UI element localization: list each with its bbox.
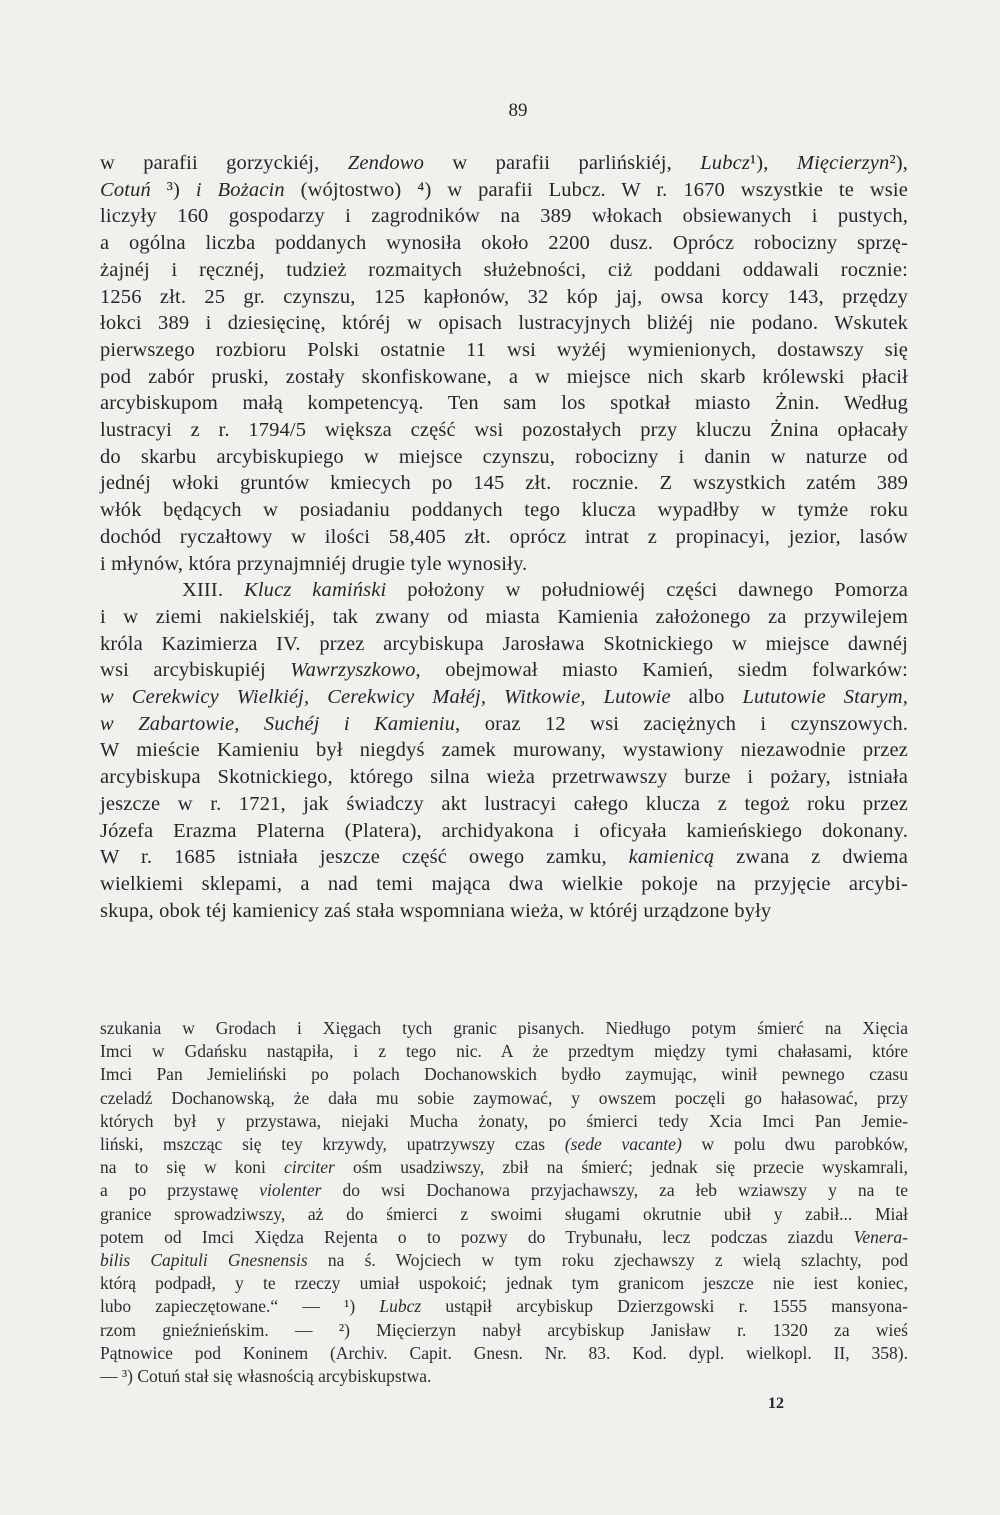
footnote-line xyxy=(100,1110,908,1133)
text-run: granice sprowadziwszy, aż do śmierci z swoimi sługami okrutnie ubił y zabił... Miał xyxy=(100,1203,908,1224)
italic-text: Wawrzyszkowo xyxy=(290,659,416,682)
text-run: wielkiemi sklepami, a nad temi mająca dwa wielkie pokoje na przyjęcie arcybi- xyxy=(100,872,908,895)
text-run: XIII. xyxy=(182,579,245,602)
text-run: jednéj włoki gruntów kmiecych po 145 złt. rocznie. Z wszystkich zatém 389 xyxy=(100,472,908,495)
text-run: lustracyi z r. 1794/5 większa część wsi pozostałych przy kluczu Żnina opłacały xyxy=(100,419,908,442)
text-run: ¹), xyxy=(749,152,797,174)
text-run: położony w południowéj części dawnego Pomorza xyxy=(386,579,909,602)
text-run: na ś. Wojciech w tym roku zjechawszy z wielą szlachty, pod xyxy=(307,1250,909,1271)
text-run: króla Kazimierza IV. przez arcybiskupa Jarosława Skotnickiego w miejsce dawnéj xyxy=(100,632,908,655)
text-run: na to się w koni xyxy=(100,1157,284,1178)
italic-text: w Cerekwicy Wielkiéj, Cerekwicy Małéj, Witkowie, Lutowie xyxy=(100,686,671,709)
footnote-line xyxy=(100,1087,908,1110)
text-run: — ³) Cotuń stał się własnością arcybiskupstwa. xyxy=(100,1366,432,1387)
text-run: W r. 1685 istniała jeszcze część owego zamku, xyxy=(100,846,629,869)
text-line xyxy=(100,230,908,257)
text-line xyxy=(100,577,908,604)
text-run: szukania w Grodach i Xięgach tych granic pisanych. Niedługo potym śmierć na Xięcia xyxy=(100,1018,908,1038)
text-run: którą podpadł, y te rzeczy umiał uspokoić; jednak tym granicom jeszcze nie iest koniec, xyxy=(100,1273,908,1294)
italic-text: i Bożacin xyxy=(195,178,285,201)
text-run: czeladź Dochanowską, że dała mu sobie zaymować, y owszem poczęli go hałasować, przy xyxy=(100,1087,908,1108)
text-run: włók będących w posiadaniu poddanych tego klucza wypadłby w tymże roku xyxy=(100,499,908,522)
text-run: , oraz 12 wsi zaciężnych i czynszowych. xyxy=(455,712,908,735)
text-run: skupa, obok téj kamienicy zaś stała wspomniana wieża, w któréj urządzone były xyxy=(100,899,772,922)
text-line xyxy=(100,364,908,391)
text-run: w parafii gorzyckiéj, xyxy=(100,152,348,174)
text-run: , obejmował miasto Kamień, siedm folwarków: xyxy=(415,659,908,682)
text-run: potem od Imci Xiędza Rejenta o to pozwy do Trybunału, lecz podczas ziazdu xyxy=(100,1226,854,1247)
text-run: 1256 złt. 25 gr. czynszu, 125 kapłonów, 32 kóp jaj, owsa korcy 143, przędzy xyxy=(100,285,908,308)
text-run: wsi arcybiskupiéj xyxy=(100,659,291,682)
italic-text: bilis Capituli Gnesnensis xyxy=(100,1250,308,1271)
text-run: ³) xyxy=(150,178,196,201)
page-number: 89 xyxy=(508,100,528,121)
italic-text: circiter xyxy=(283,1157,335,1178)
text-run: liński, mszcząc się tey krzywdy, upatrzywszy czas xyxy=(100,1134,565,1155)
text-line xyxy=(100,711,908,738)
text-line xyxy=(100,470,908,497)
text-line xyxy=(100,818,908,845)
text-run: arcybiskupom małą kompetencyą. Ten sam los spotkał miasto Żnin. Według xyxy=(100,392,908,415)
text-line xyxy=(100,844,908,871)
text-run: dochód ryczałtowy w ilości 58,405 złt. oprócz intrat z propinacyi, jezior, lasów xyxy=(100,525,908,548)
text-line xyxy=(100,737,908,764)
text-run: jeszcze w r. 1721, jak świadczy akt lustracyi całego klucza z tegoż roku przez xyxy=(100,792,908,815)
text-run: i młynów, która przynajmniéj drugie tyle wynosiły. xyxy=(100,552,528,575)
footnote-line xyxy=(100,1365,908,1388)
text-line xyxy=(100,150,908,177)
footnote-line xyxy=(100,1156,908,1179)
text-run: lubo zapieczętowane.“ — ¹) xyxy=(100,1296,380,1317)
text-run: w parafii parlińskiéj, xyxy=(424,152,701,174)
text-run: (wójtostwo) ⁴) w parafii Lubcz. W r. 1670 wszystkie te wsie xyxy=(284,178,909,201)
footnote-line xyxy=(100,1342,908,1365)
text-run: Imci Pan Jemieliński po polach Dochanowskich bydło zaymując, winił pewnego czasu xyxy=(100,1064,908,1085)
text-run: albo xyxy=(670,686,743,709)
text-run: pod zabór pruski, zostały skonfiskowane, a w miejsce nich skarb królewski płacił xyxy=(100,365,908,388)
text-run: do wsi Dochanowa przyjachawszy, za łeb wziawszy y na te xyxy=(321,1180,908,1201)
text-line xyxy=(100,631,908,658)
text-line xyxy=(100,497,908,524)
text-run: a ogólna liczba poddanych wynosiła około 2200 dusz. Oprócz robocizny sprzę- xyxy=(100,232,908,255)
text-run: ²), xyxy=(889,152,908,174)
footnotes xyxy=(100,1017,908,1388)
text-line xyxy=(100,177,908,204)
text-run: pierwszego rozbioru Polski ostatnie 11 wsi wyżéj wymienionych, dostawszy się xyxy=(100,338,908,361)
text-run: do skarbu arcybiskupiego w miejsce czynszu, robocizny i danin w naturze od xyxy=(100,445,908,468)
italic-text: Cotuń xyxy=(100,178,151,201)
footnote-line xyxy=(100,1179,908,1202)
text-line xyxy=(100,524,908,551)
italic-text: kamienicą xyxy=(628,846,715,869)
text-line xyxy=(100,203,908,230)
text-run: Imci w Gdańsku nastąpiła, i z tego nic. A że przedtym między tymi chałasami, które xyxy=(100,1041,908,1062)
text-run: ośm usadziwszy, zbił na śmierć; jednak się przecie wyskamrali, xyxy=(334,1157,908,1178)
text-line xyxy=(100,284,908,311)
text-run: Pątnowice pod Koninem (Archiv. Capit. Gnesn. Nr. 83. Kod. dypl. wielkopl. II, 358). xyxy=(100,1342,908,1363)
text-run: w polu dwu parobków, xyxy=(681,1134,909,1155)
text-line xyxy=(100,310,908,337)
text-run: zwana z dwiema xyxy=(714,846,909,869)
footnote-line xyxy=(100,1203,908,1226)
italic-text: Lubcz xyxy=(379,1296,422,1317)
italic-text: Klucz kamiński xyxy=(244,579,387,602)
text-run: których był y przystawa, niejaki Mucha żonaty, po śmierci tedy Xcia Imci Pan Jemie- xyxy=(100,1110,908,1131)
text-line xyxy=(100,791,908,818)
footnote-line xyxy=(100,1017,908,1040)
text-run: Józefa Erazma Platerna (Platera), archidyakona i oficyała kamieńskiego dokonany. xyxy=(100,819,908,842)
text-line xyxy=(100,337,908,364)
text-run: rzom gnieźnieńskim. — ²) Mięcierzyn nabył arcybiskup Janisław r. 1320 za wieś xyxy=(100,1319,908,1340)
text-run: liczyły 160 gospodarzy i zagrodników na 389 włokach obsiewanych i pustych, xyxy=(100,205,908,228)
footnote-line xyxy=(100,1249,908,1272)
footnote-line xyxy=(100,1272,908,1295)
footnote-line xyxy=(100,1040,908,1063)
sheet-number: 12 xyxy=(768,1395,784,1412)
footnote-line xyxy=(100,1226,908,1249)
text-line xyxy=(100,657,908,684)
main-text xyxy=(100,150,908,924)
text-run: arcybiskupa Skotnickiego, którego silna wieża przetrwawszy burze i pożary, istniała xyxy=(100,766,908,789)
italic-text: Mięcierzyn xyxy=(796,152,890,174)
footnote-line xyxy=(100,1295,908,1318)
italic-text: Lututowie Starym, xyxy=(742,686,909,709)
italic-text: Lubcz xyxy=(700,152,750,174)
footnote-line xyxy=(100,1063,908,1086)
text-line xyxy=(100,390,908,417)
italic-text: w Zabartowie, Suchéj i Kamieniu xyxy=(100,712,456,735)
text-line xyxy=(100,898,908,925)
text-line xyxy=(100,871,908,898)
text-line xyxy=(100,417,908,444)
text-run: W mieście Kamieniu był niegdyś zamek murowany, wystawiony niezawodnie przez xyxy=(100,739,908,762)
footnote-line xyxy=(100,1319,908,1342)
text-line xyxy=(100,257,908,284)
text-line xyxy=(100,444,908,471)
text-run: łokci 389 i dziesięcinę, któréj w opisach lustracyjnych bliżéj nie podano. Wskutek xyxy=(100,312,908,335)
footnote-line xyxy=(100,1133,908,1156)
text-line xyxy=(100,604,908,631)
italic-text: violenter xyxy=(259,1180,322,1201)
italic-text: Venera- xyxy=(853,1226,908,1247)
text-run: ustąpił arcybiskup Dzierzgowski r. 1555 mansyona- xyxy=(421,1296,908,1317)
text-run: i w ziemi nakielskiéj, tak zwany od miasta Kamienia założonego za przywilejem xyxy=(100,605,908,628)
text-run: a po przystawę xyxy=(100,1180,260,1201)
text-run: żajnéj i ręcznéj, tudzież rozmaitych służebności, ciż poddani oddawali rocznie: xyxy=(100,258,908,281)
text-line xyxy=(100,551,908,578)
italic-text: Zendowo xyxy=(347,152,424,174)
text-line xyxy=(100,684,908,711)
text-line xyxy=(100,764,908,791)
italic-text: (sede vacante) xyxy=(564,1134,682,1155)
